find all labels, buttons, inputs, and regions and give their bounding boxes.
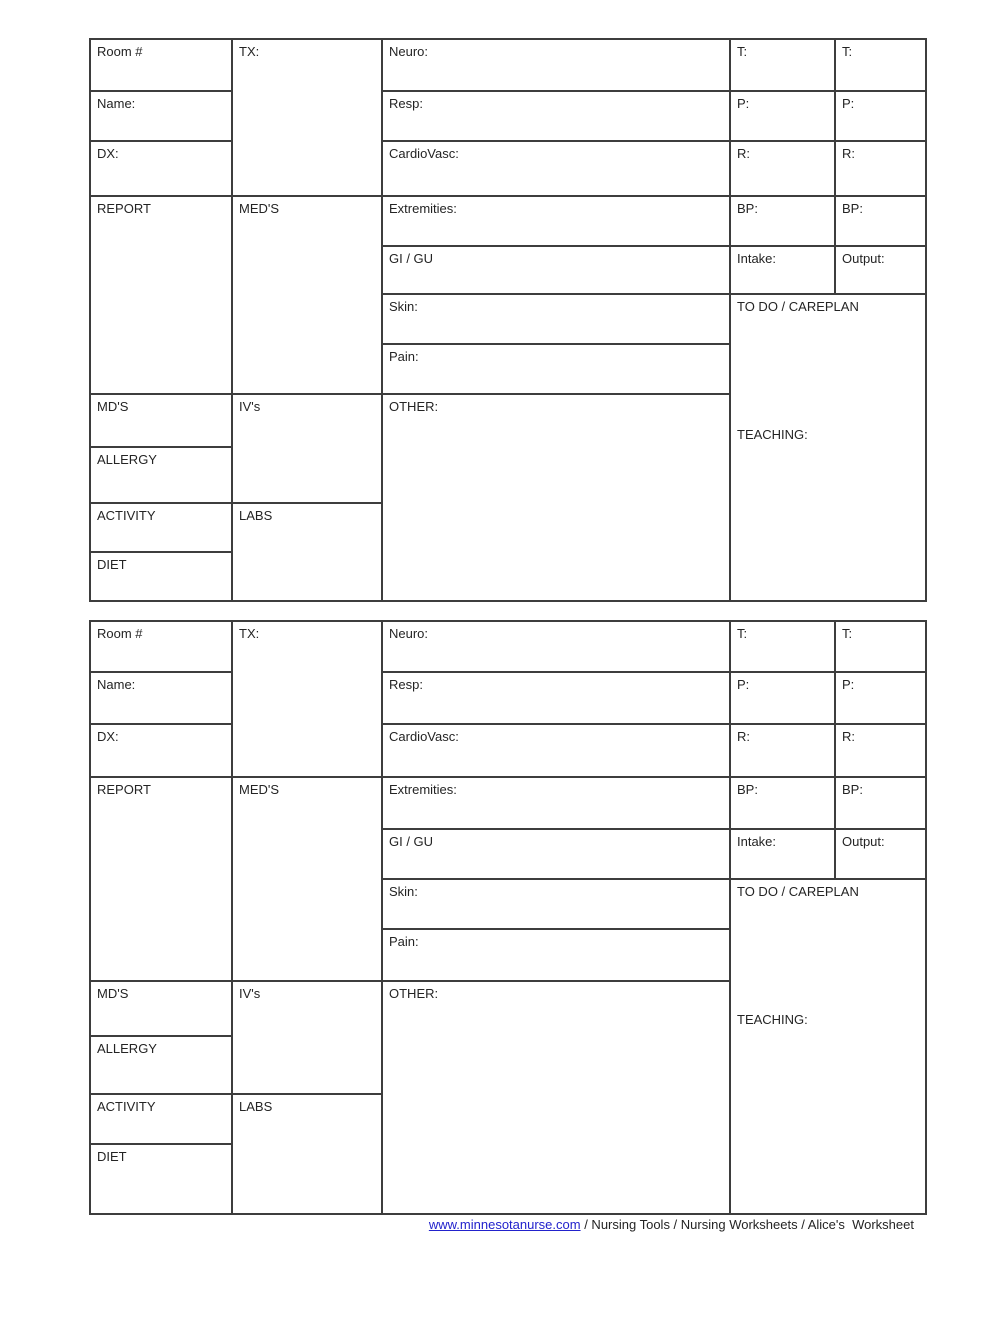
medications-cell xyxy=(233,197,383,395)
pain-label: Pain: xyxy=(389,349,419,364)
footer-breadcrumb: / Nursing Tools / Nursing Worksheets / Alice's Worksheet xyxy=(580,1217,914,1232)
treatments-cell xyxy=(233,622,383,778)
blood-pressure-cell-1 xyxy=(731,778,836,830)
skin-cell xyxy=(383,295,731,345)
mds-cell xyxy=(91,395,233,448)
resp-label: Resp: xyxy=(389,677,423,692)
blood-pressure-label-2: BP: xyxy=(842,201,863,216)
pain-label: Pain: xyxy=(389,934,419,949)
ivs-cell xyxy=(233,395,383,504)
room-number-label: Room # xyxy=(97,626,143,641)
pulse-cell-1 xyxy=(731,92,836,142)
cardiovasc-cell xyxy=(383,142,731,197)
intake-cell xyxy=(731,830,836,880)
temperature-label-2: T: xyxy=(842,44,853,59)
blood-pressure-cell-2 xyxy=(836,197,927,247)
report-label: REPORT xyxy=(97,782,151,797)
diet-cell xyxy=(91,1145,233,1215)
diet-label: DIET xyxy=(97,557,127,572)
intake-label: Intake: xyxy=(737,251,777,266)
labs-label: LABS xyxy=(239,1099,273,1114)
report-cell xyxy=(91,778,233,982)
extremities-cell xyxy=(383,197,731,247)
treatments-cell xyxy=(233,40,383,197)
activity-label: ACTIVITY xyxy=(97,508,156,523)
labs-label: LABS xyxy=(239,508,273,523)
output-cell xyxy=(836,247,927,295)
extremities-label: Extremities: xyxy=(389,201,457,216)
pulse-cell-2 xyxy=(836,92,927,142)
diagnosis-cell xyxy=(91,725,233,778)
neuro-cell xyxy=(383,40,731,92)
cardiovasc-label: CardioVasc: xyxy=(389,146,459,161)
ivs-label: IV's xyxy=(239,399,261,414)
diagnosis-cell xyxy=(91,142,233,197)
gi-gu-cell xyxy=(383,247,731,295)
resp-label: Resp: xyxy=(389,96,423,111)
output-label: Output: xyxy=(842,251,885,266)
gi-gu-label: GI / GU xyxy=(389,251,434,266)
cardiovasc-label: CardioVasc: xyxy=(389,729,459,744)
skin-label: Skin: xyxy=(389,299,418,314)
pulse-cell-2 xyxy=(836,673,927,725)
allergy-label: ALLERGY xyxy=(97,1041,157,1056)
respiration-label-1: R: xyxy=(737,729,750,744)
pulse-label-1: P: xyxy=(737,677,750,692)
medications-label: MED'S xyxy=(239,201,280,216)
diagnosis-label: DX: xyxy=(97,729,119,744)
intake-cell xyxy=(731,247,836,295)
room-number-label: Room # xyxy=(97,44,143,59)
extremities-label: Extremities: xyxy=(389,782,457,797)
patient-name-cell xyxy=(91,673,233,725)
activity-cell xyxy=(91,1095,233,1145)
pulse-cell-1 xyxy=(731,673,836,725)
respiration-label-1: R: xyxy=(737,146,750,161)
temperature-cell-1 xyxy=(731,622,836,673)
respiration-cell-2 xyxy=(836,142,927,197)
labs-cell xyxy=(233,504,383,602)
blood-pressure-label-1: BP: xyxy=(737,782,758,797)
other-cell xyxy=(383,395,731,602)
temperature-label-1: T: xyxy=(737,626,748,641)
output-label: Output: xyxy=(842,834,885,849)
diet-label: DIET xyxy=(97,1149,127,1164)
neuro-label: Neuro: xyxy=(389,626,429,641)
ivs-cell xyxy=(233,982,383,1095)
patient-worksheet-block-2 xyxy=(89,620,927,1215)
blood-pressure-cell-2 xyxy=(836,778,927,830)
todo-careplan-label: TO DO / CAREPLAN xyxy=(737,884,859,899)
temperature-label-2: T: xyxy=(842,626,853,641)
patient-worksheet-block-1 xyxy=(89,38,927,602)
room-number-cell xyxy=(91,622,233,673)
mds-label: MD'S xyxy=(97,399,129,414)
treatments-label: TX: xyxy=(239,44,260,59)
neuro-label: Neuro: xyxy=(389,44,429,59)
room-number-cell xyxy=(91,40,233,92)
labs-cell xyxy=(233,1095,383,1215)
other-label: OTHER: xyxy=(389,986,439,1001)
other-cell xyxy=(383,982,731,1215)
diagnosis-label: DX: xyxy=(97,146,119,161)
intake-label: Intake: xyxy=(737,834,777,849)
pulse-label-2: P: xyxy=(842,96,855,111)
respiration-label-2: R: xyxy=(842,146,855,161)
blood-pressure-cell-1 xyxy=(731,197,836,247)
treatments-label: TX: xyxy=(239,626,260,641)
resp-cell xyxy=(383,673,731,725)
activity-label: ACTIVITY xyxy=(97,1099,156,1114)
mds-label: MD'S xyxy=(97,986,129,1001)
allergy-cell xyxy=(91,1037,233,1095)
patient-name-cell xyxy=(91,92,233,142)
pain-cell xyxy=(383,930,731,982)
other-label: OTHER: xyxy=(389,399,439,414)
respiration-label-2: R: xyxy=(842,729,855,744)
temperature-label-1: T: xyxy=(737,44,748,59)
neuro-cell xyxy=(383,622,731,673)
pulse-label-1: P: xyxy=(737,96,750,111)
pain-cell xyxy=(383,345,731,395)
respiration-cell-1 xyxy=(731,142,836,197)
temperature-cell-1 xyxy=(731,40,836,92)
temperature-cell-2 xyxy=(836,40,927,92)
pulse-label-2: P: xyxy=(842,677,855,692)
mds-cell xyxy=(91,982,233,1037)
teaching-label: TEACHING: xyxy=(737,1012,808,1027)
respiration-cell-1 xyxy=(731,725,836,778)
report-cell xyxy=(91,197,233,395)
resp-cell xyxy=(383,92,731,142)
diet-cell xyxy=(91,553,233,602)
patient-name-label: Name: xyxy=(97,96,136,111)
todo-careplan-label: TO DO / CAREPLAN xyxy=(737,299,859,314)
activity-cell xyxy=(91,504,233,553)
todo-careplan-cell xyxy=(731,295,927,602)
extremities-cell xyxy=(383,778,731,830)
allergy-label: ALLERGY xyxy=(97,452,157,467)
output-cell xyxy=(836,830,927,880)
teaching-label: TEACHING: xyxy=(737,427,808,442)
skin-label: Skin: xyxy=(389,884,418,899)
gi-gu-cell xyxy=(383,830,731,880)
blood-pressure-label-2: BP: xyxy=(842,782,863,797)
allergy-cell xyxy=(91,448,233,504)
gi-gu-label: GI / GU xyxy=(389,834,434,849)
report-label: REPORT xyxy=(97,201,151,216)
patient-name-label: Name: xyxy=(97,677,136,692)
respiration-cell-2 xyxy=(836,725,927,778)
footer-website-link[interactable]: www.minnesotanurse.com xyxy=(428,1217,581,1232)
ivs-label: IV's xyxy=(239,986,261,1001)
cardiovasc-cell xyxy=(383,725,731,778)
todo-careplan-cell xyxy=(731,880,927,1215)
blood-pressure-label-1: BP: xyxy=(737,201,758,216)
medications-label: MED'S xyxy=(239,782,280,797)
footer xyxy=(89,1217,927,1233)
skin-cell xyxy=(383,880,731,930)
medications-cell xyxy=(233,778,383,982)
temperature-cell-2 xyxy=(836,622,927,673)
